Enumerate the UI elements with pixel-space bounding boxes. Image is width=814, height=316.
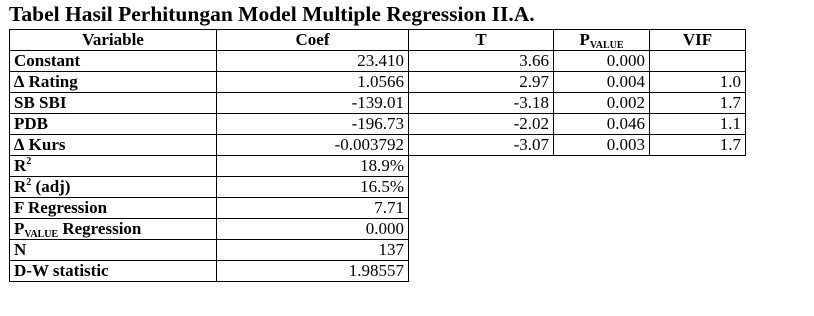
table-row — [10, 135, 746, 156]
blank-area — [409, 261, 746, 282]
vif-cell: 1.0 — [650, 72, 746, 93]
coef-cell: -196.73 — [217, 114, 409, 135]
variable-cell: ∆ Rating — [10, 72, 217, 93]
pvalue-cell: 0.003 — [554, 135, 650, 156]
variable-cell: ∆ Kurs — [10, 135, 217, 156]
p-symbol: P — [14, 219, 25, 238]
stat-row-n — [10, 240, 746, 261]
t-cell: 3.66 — [409, 51, 554, 72]
t-cell: -3.18 — [409, 93, 554, 114]
header-variable: Variable — [10, 30, 217, 51]
pvalue-cell: 0.002 — [554, 93, 650, 114]
vif-cell: 1.7 — [650, 93, 746, 114]
header-pvalue-sub: VALUE — [589, 40, 624, 51]
header-row — [10, 30, 746, 51]
blank-area — [409, 240, 746, 261]
pvalue-cell: 0.046 — [554, 114, 650, 135]
t-cell: 2.97 — [409, 72, 554, 93]
stat-row-p-regression — [10, 219, 746, 240]
stat-label-p-regression — [10, 219, 217, 240]
table-row — [10, 72, 746, 93]
stat-value-f-regression: 7.71 — [217, 198, 409, 219]
stat-row-r2 — [10, 156, 746, 177]
adj-suffix: (adj) — [31, 177, 71, 196]
blank-area — [409, 219, 746, 240]
table-row — [10, 93, 746, 114]
header-vif: VIF — [650, 30, 746, 51]
header-coef: Coef — [217, 30, 409, 51]
pvalue-cell: 0.004 — [554, 72, 650, 93]
stat-value-dw: 1.98557 — [217, 261, 409, 282]
vif-cell — [650, 51, 746, 72]
stat-label-r2 — [10, 156, 217, 177]
blank-area — [409, 198, 746, 219]
stat-row-r2-adj — [10, 177, 746, 198]
coef-cell: 23.410 — [217, 51, 409, 72]
table-title: Tabel Hasil Perhitungan Model Multiple Regression II.A. — [9, 2, 535, 26]
table-row — [10, 114, 746, 135]
stat-row-f-regression — [10, 198, 746, 219]
r-symbol: R — [14, 177, 27, 196]
vif-cell: 1.1 — [650, 114, 746, 135]
variable-cell: SB SBI — [10, 93, 217, 114]
stat-label-n: N — [10, 240, 217, 261]
stat-value-r2: 18.9% — [217, 156, 409, 177]
header-pvalue — [554, 30, 650, 51]
superscript-2: 2 — [26, 177, 32, 188]
stat-label-f-regression: F Regression — [10, 198, 217, 219]
stat-value-r2-adj: 16.5% — [217, 177, 409, 198]
coef-cell: 1.0566 — [217, 72, 409, 93]
stat-row-dw — [10, 261, 746, 282]
coef-cell: -139.01 — [217, 93, 409, 114]
t-cell: -2.02 — [409, 114, 554, 135]
stat-value-n: 137 — [217, 240, 409, 261]
header-t: T — [409, 30, 554, 51]
regression-table — [9, 29, 746, 282]
t-cell: -3.07 — [409, 135, 554, 156]
pvalue-cell: 0.000 — [554, 51, 650, 72]
blank-area — [409, 156, 746, 177]
variable-cell: PDB — [10, 114, 217, 135]
value-subscript: VALUE — [24, 229, 59, 240]
blank-area — [409, 177, 746, 198]
r-symbol: R — [14, 156, 27, 175]
superscript-2: 2 — [26, 156, 32, 167]
stat-label-r2-adj — [10, 177, 217, 198]
table-row — [10, 51, 746, 72]
variable-cell: Constant — [10, 51, 217, 72]
vif-cell: 1.7 — [650, 135, 746, 156]
stat-value-p-regression: 0.000 — [217, 219, 409, 240]
stat-label-dw: D-W statistic — [10, 261, 217, 282]
header-pvalue-main: P — [579, 30, 590, 49]
coef-cell: -0.003792 — [217, 135, 409, 156]
regression-suffix: Regression — [58, 219, 142, 238]
